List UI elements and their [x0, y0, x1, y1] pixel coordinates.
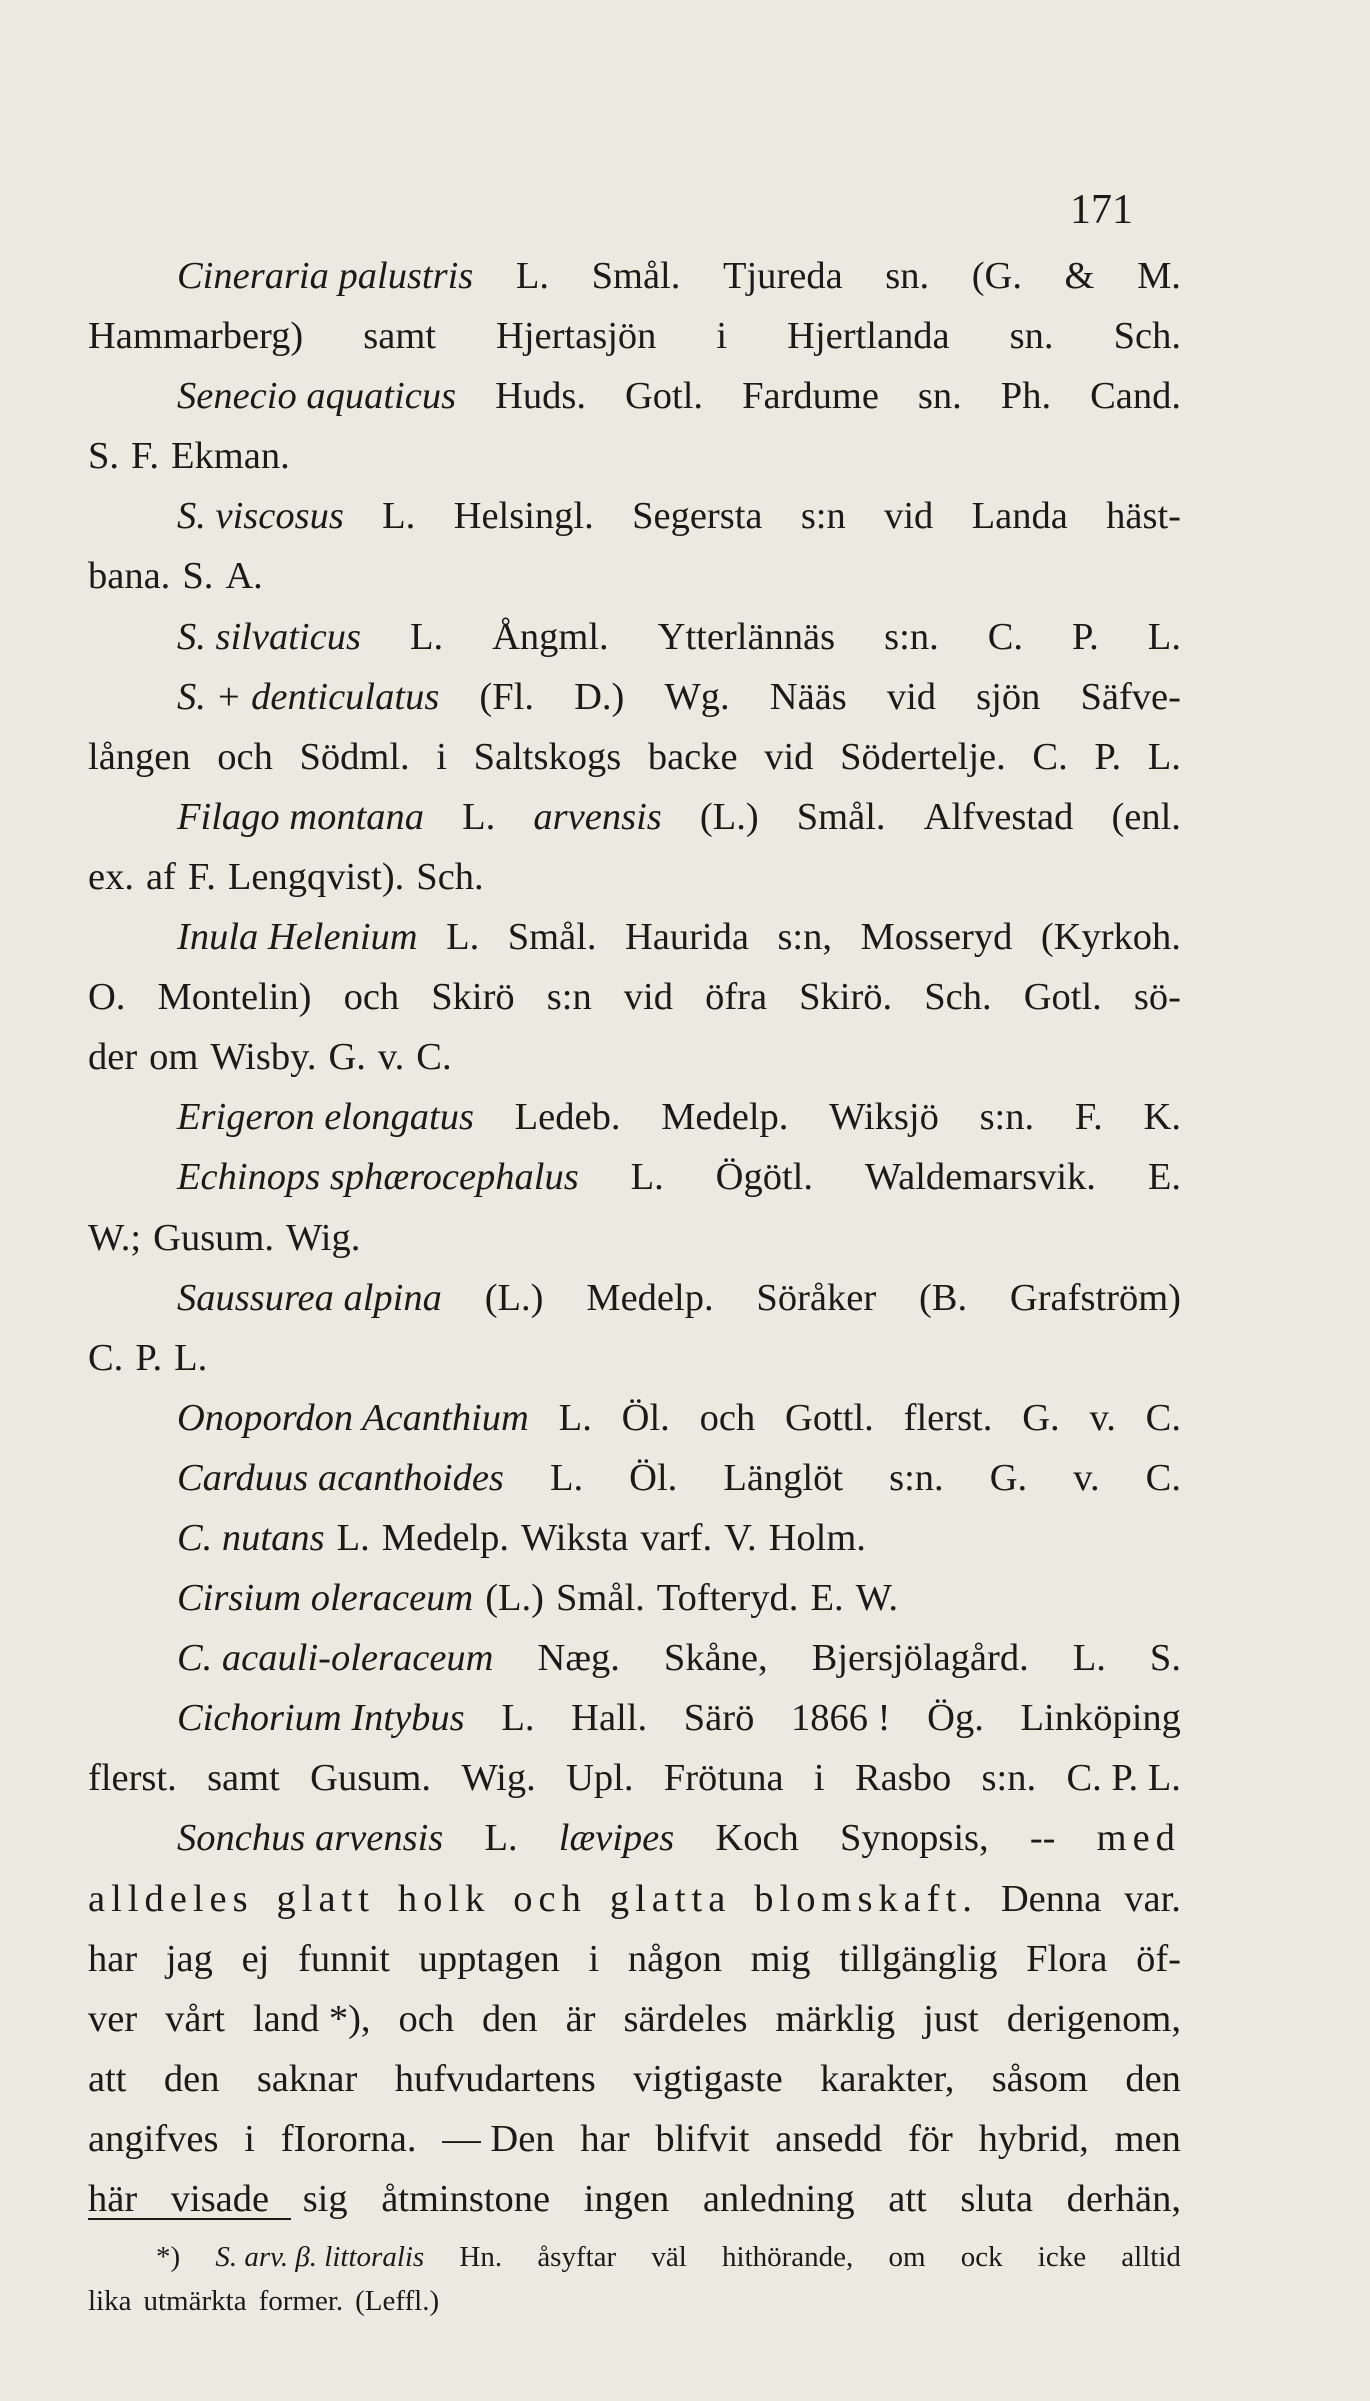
word: utmärkta: [143, 2285, 247, 2317]
word: tillgänglig: [839, 1937, 998, 1980]
word: (L.): [699, 795, 759, 838]
word: samt: [207, 1757, 280, 1800]
lines-line: [88, 426, 1181, 486]
word: Skåne,: [663, 1637, 768, 1680]
lines-line: [88, 1147, 1181, 1207]
word: L.: [462, 795, 496, 838]
page-number: 171: [1070, 187, 1133, 233]
lines-line: [88, 2049, 1181, 2109]
word: Helsingl.: [453, 495, 594, 538]
word: Næg.: [537, 1637, 620, 1680]
footnote-line: [88, 2279, 1181, 2323]
word: Ph.: [1000, 375, 1052, 418]
word: Södml.: [299, 735, 410, 778]
word: Söråker: [756, 1276, 877, 1319]
word: Skirö: [431, 976, 515, 1019]
word: Hjertlanda: [787, 315, 950, 358]
word: samt: [363, 315, 436, 358]
italic-term: Cichorium Intybus: [177, 1697, 465, 1740]
word: W.: [855, 1577, 899, 1620]
word: Wg.: [664, 675, 730, 718]
word: är: [565, 1997, 596, 2040]
word: P.: [1094, 735, 1122, 778]
italic-term: S. arv. β. littoralis: [215, 2241, 425, 2273]
word: Saltskogs: [473, 735, 622, 778]
word: anledning: [702, 2178, 855, 2220]
word: har: [580, 2117, 630, 2160]
word: Särö: [683, 1697, 755, 1740]
word: (L.): [484, 1276, 544, 1319]
word: varf.: [640, 1516, 713, 1559]
word: Ledeb.: [514, 1096, 621, 1139]
italic-term: arvensis: [533, 795, 662, 838]
word: Sch.: [416, 855, 484, 898]
word: derhän,: [1066, 2178, 1181, 2220]
italic-term: C. acauli-oleraceum: [177, 1637, 494, 1680]
word: Gusum.: [310, 1757, 431, 1800]
word: öfra: [705, 976, 768, 1019]
word: och: [398, 1997, 455, 2040]
word: C.: [1145, 1396, 1181, 1439]
word: Smål.: [507, 916, 597, 959]
word: den: [163, 2057, 220, 2100]
word: och: [343, 976, 400, 1019]
italic-term: Sonchus arvensis: [177, 1817, 444, 1860]
word: derigenom,: [1006, 1997, 1181, 2040]
word: der: [88, 1036, 138, 1079]
word: Denna: [1000, 1877, 1102, 1920]
word: S.: [1149, 1637, 1181, 1680]
word: (Fl.: [479, 675, 534, 718]
word: G.: [1022, 1396, 1060, 1439]
italic-term: Saussurea alpina: [177, 1276, 442, 1319]
word: att: [888, 2178, 927, 2220]
italic-term: Erigeron elongatus: [177, 1096, 474, 1139]
word: saknar: [256, 2057, 358, 2100]
word: Grafström): [1009, 1276, 1181, 1319]
lines-line: [88, 1268, 1181, 1328]
word: s:n.: [981, 1757, 1037, 1800]
word: icke: [1037, 2241, 1087, 2273]
word: L.: [558, 1396, 592, 1439]
word: häst-: [1106, 495, 1181, 538]
word: C.: [1145, 1456, 1181, 1499]
word: L.: [382, 495, 416, 538]
word: Medelp.: [381, 1516, 509, 1559]
word: Fardume: [742, 375, 879, 418]
word: Flora: [1026, 1937, 1108, 1980]
word: Ytterlännäs: [657, 615, 836, 658]
word: vid: [884, 495, 934, 538]
lines-line: [88, 1869, 1181, 1929]
word: af: [145, 855, 176, 898]
italic-term: Onopordon Acanthium: [177, 1396, 529, 1439]
word: C.: [416, 1036, 452, 1079]
word: vårt: [165, 1997, 225, 2040]
word: K.: [1143, 1096, 1181, 1139]
italic-term: Filago montana: [177, 795, 425, 838]
word: vid: [886, 675, 937, 718]
word: Nääs: [769, 675, 847, 718]
footnote: [88, 2235, 1181, 2323]
word: sn.: [885, 255, 930, 297]
word: Medelp.: [661, 1096, 789, 1139]
word: hufvudartens: [394, 2057, 596, 2100]
lines-line: [88, 1688, 1181, 1748]
word: och: [699, 1396, 756, 1439]
word: bana.: [88, 555, 171, 598]
word: Skirö.: [799, 976, 893, 1019]
word: s:n: [546, 976, 592, 1019]
lines-line: [88, 1027, 1181, 1087]
footnote-rule: [88, 2218, 291, 2220]
body-text: [88, 246, 1181, 2229]
lines-line: [88, 1628, 1181, 1688]
word: den: [482, 1997, 538, 2040]
word: Alfvestad: [923, 795, 1074, 838]
word: lången: [88, 735, 191, 778]
word: Lengqvist).: [227, 855, 405, 898]
lines-line: [88, 546, 1181, 606]
word: upptagen: [418, 1937, 560, 1980]
word: G.: [989, 1456, 1028, 1499]
italic-term: Inula Helenium: [177, 916, 418, 959]
word: C. P. L.: [1066, 1757, 1181, 1800]
word: Gotl.: [624, 375, 704, 418]
word: Koch: [715, 1817, 799, 1860]
word: (B.: [918, 1276, 968, 1319]
word: och: [513, 1877, 587, 1920]
lines-line: [88, 246, 1181, 306]
word: glatta: [609, 1877, 732, 1920]
word: Haurida: [624, 916, 749, 959]
word: sö-: [1133, 976, 1181, 1019]
word: ej: [241, 1937, 270, 1980]
word: Ångml.: [492, 615, 609, 658]
word: var.: [1124, 1877, 1181, 1920]
word: öf-: [1136, 1937, 1181, 1980]
word: visade: [170, 2178, 270, 2220]
italic-term: C. nutans: [177, 1516, 325, 1559]
word: Ögötl.: [715, 1156, 813, 1199]
word: Smål.: [796, 795, 886, 838]
word: (L.): [485, 1577, 545, 1620]
word: alltid: [1121, 2241, 1181, 2273]
word: (Leffl.): [355, 2285, 440, 2317]
word: att: [88, 2057, 127, 2100]
word: sn.: [917, 375, 962, 418]
word: A.: [225, 555, 263, 598]
word: s:n.: [889, 1456, 944, 1499]
word: Hjertasjön: [496, 315, 657, 358]
word: C.: [987, 615, 1024, 658]
italic-term: Carduus acanthoides: [177, 1456, 504, 1499]
word: L.: [174, 1336, 208, 1379]
word: i: [716, 315, 728, 358]
word: Ekman.: [171, 435, 290, 478]
word: L.: [484, 1817, 518, 1860]
word: Linköping: [1020, 1697, 1181, 1740]
word: Säfve-: [1080, 675, 1181, 718]
word: sluta: [960, 2178, 1034, 2220]
lines-line: [88, 1929, 1181, 1989]
word: väl: [651, 2241, 687, 2273]
word: L.: [446, 916, 480, 959]
word: Rasbo: [854, 1757, 952, 1800]
word: former.: [258, 2285, 344, 2317]
lines-line: [88, 1448, 1181, 1508]
word: 1866 !: [791, 1697, 891, 1740]
word: i: [588, 1937, 600, 1980]
word: W.;: [88, 1216, 142, 1259]
lines-line: [88, 366, 1181, 426]
lines-line: [88, 967, 1181, 1027]
word: jag: [165, 1937, 213, 1980]
italic-term: S. + denticulatus: [177, 675, 440, 718]
italic-term: Cineraria palustris: [177, 255, 474, 297]
word: någon: [627, 1937, 722, 1980]
lines-line: [88, 847, 1181, 907]
word: Tofteryd.: [656, 1577, 799, 1620]
word: C.: [1032, 735, 1068, 778]
word: Medelp.: [586, 1276, 714, 1319]
word: Wiksta: [521, 1516, 629, 1559]
word: åtminstone: [381, 2178, 551, 2220]
word: D.): [574, 675, 625, 718]
word: Sch.: [1113, 315, 1181, 358]
word: F.: [131, 435, 160, 478]
lines-line: [88, 907, 1181, 967]
word: den: [1125, 2057, 1181, 2100]
word: &: [1064, 255, 1095, 297]
word: Ög.: [927, 1697, 984, 1740]
word: Länglöt: [723, 1456, 844, 1499]
word: märklig: [775, 1997, 896, 2040]
word: Cand.: [1090, 375, 1181, 418]
lines-line: [88, 1808, 1181, 1868]
word: Södertelje.: [840, 735, 1006, 778]
word: L.: [409, 615, 444, 658]
word: E.: [810, 1577, 844, 1620]
word: och: [217, 735, 273, 778]
word: Tjureda: [722, 255, 843, 297]
word: s:n: [800, 495, 846, 538]
word: i: [436, 735, 447, 778]
word: v.: [1073, 1456, 1100, 1499]
word: men: [1114, 2117, 1181, 2160]
word: blifvit: [655, 2117, 750, 2160]
word: L.: [515, 255, 550, 297]
word: särdeles: [623, 1997, 748, 2040]
word: ingen: [583, 2178, 670, 2220]
word: O.: [88, 976, 126, 1019]
word: Smål.: [556, 1577, 645, 1620]
word: om: [149, 1036, 199, 1079]
lines-line: [88, 787, 1181, 847]
word: såsom: [991, 2057, 1088, 2100]
word: v.: [377, 1036, 405, 1079]
word: Segersta: [632, 495, 763, 538]
word: hybrid,: [978, 2117, 1089, 2160]
word: Upl.: [566, 1757, 634, 1800]
footnote-line: [88, 2235, 1181, 2279]
italic-term: S. silvaticus: [177, 615, 361, 658]
lines-line: [88, 1208, 1181, 1268]
word: med: [1096, 1817, 1181, 1860]
word: här: [88, 2178, 138, 2220]
lines-line: [88, 2169, 1181, 2229]
lines-line: [88, 2109, 1181, 2169]
word: L.: [1072, 1637, 1106, 1680]
word: Wiksjö: [829, 1096, 939, 1139]
word: Wisby.: [210, 1036, 317, 1079]
word: funnit: [298, 1937, 390, 1980]
word: flerst.: [88, 1757, 177, 1800]
word: holk: [397, 1877, 491, 1920]
word: ansedd: [775, 2117, 883, 2160]
word: vigtigaste: [633, 2057, 783, 2100]
word: C.: [88, 1336, 124, 1379]
word: för: [907, 2117, 953, 2160]
word: E.: [1147, 1156, 1181, 1199]
word: Landa: [971, 495, 1068, 538]
word: ver: [88, 1997, 138, 2040]
lines-line: [88, 1989, 1181, 2049]
word: Öl.: [629, 1456, 678, 1499]
word: F.: [1074, 1096, 1103, 1139]
word: S.: [88, 435, 120, 478]
word: — Den: [442, 2117, 555, 2160]
word: L.: [336, 1516, 370, 1559]
word: glatt: [276, 1877, 375, 1920]
word: ock: [960, 2241, 1003, 2273]
word: Synopsis,: [839, 1817, 989, 1860]
word: F.: [187, 855, 216, 898]
word: sjön: [976, 675, 1041, 718]
word: Hall.: [571, 1697, 648, 1740]
word: Gotl.: [1023, 976, 1102, 1019]
word: backe: [647, 735, 738, 778]
italic-term: Echinops sphærocephalus: [177, 1156, 579, 1199]
word: Öl.: [621, 1396, 670, 1439]
word: (enl.: [1111, 795, 1181, 838]
word: s:n,: [777, 916, 833, 959]
word: Montelin): [157, 976, 312, 1019]
word: S.: [182, 555, 214, 598]
italic-term: S. viscosus: [177, 495, 344, 538]
word: sn.: [1009, 315, 1054, 358]
word: (G.: [971, 255, 1022, 297]
word: i: [244, 2117, 255, 2160]
lines-line: [88, 1328, 1181, 1388]
word: Waldemarsvik.: [864, 1156, 1096, 1199]
lines-line: [88, 607, 1181, 667]
word: L.: [501, 1697, 535, 1740]
word: L.: [1147, 735, 1181, 778]
lines-line: [88, 1388, 1181, 1448]
word: L.: [1147, 615, 1181, 658]
word: Hn.: [459, 2241, 503, 2273]
word: Sch.: [924, 976, 992, 1019]
word: v.: [1089, 1396, 1116, 1439]
lines-line: [88, 1748, 1181, 1808]
lines-line: [88, 1568, 1181, 1628]
word: G.: [328, 1036, 366, 1079]
word: L.: [630, 1156, 664, 1199]
word: L.: [549, 1456, 584, 1499]
word: ex.: [88, 855, 134, 898]
lines-line: [88, 1087, 1181, 1147]
word: mig: [750, 1937, 811, 1980]
word: just: [923, 1997, 979, 2040]
italic-term: Senecio aquaticus: [177, 375, 457, 418]
italic-term: lævipes: [558, 1817, 675, 1860]
word: Gusum.: [153, 1216, 274, 1259]
word: s:n.: [979, 1096, 1035, 1139]
word: alldeles: [88, 1877, 254, 1920]
word: sig: [302, 2178, 348, 2220]
word: Smål.: [591, 255, 681, 297]
word: P.: [1072, 615, 1099, 658]
word: lika: [88, 2285, 132, 2317]
word: Bjersjölagård.: [811, 1637, 1029, 1680]
lines-line: [88, 1508, 1181, 1568]
word: s:n.: [884, 615, 939, 658]
word: --: [1029, 1817, 1056, 1860]
word: Wig.: [286, 1216, 361, 1259]
word: blomskaft.: [754, 1877, 978, 1920]
word: Holm.: [768, 1516, 866, 1559]
word: karakter,: [820, 2057, 955, 2100]
word: om: [888, 2241, 926, 2273]
lines-line: [88, 486, 1181, 546]
word: M.: [1137, 255, 1181, 297]
word: vid: [623, 976, 673, 1019]
word: Mosseryd: [860, 916, 1013, 959]
word: land *),: [252, 1997, 371, 2040]
word: P.: [135, 1336, 163, 1379]
lines-line: [88, 306, 1181, 366]
word: Hammarberg): [88, 315, 304, 358]
word: *): [156, 2241, 181, 2273]
word: hithörande,: [722, 2241, 854, 2273]
word: flerst.: [903, 1396, 993, 1439]
lines-line: [88, 727, 1181, 787]
italic-term: Cirsium oleraceum: [177, 1577, 474, 1620]
word: Huds.: [495, 375, 586, 418]
word: Gottl.: [785, 1396, 874, 1439]
lines-line: [88, 667, 1181, 727]
word: har: [88, 1937, 138, 1980]
word: Wig.: [461, 1757, 536, 1800]
word: i: [813, 1757, 825, 1800]
word: (Kyrkoh.: [1040, 916, 1181, 959]
word: vid: [764, 735, 814, 778]
word: Frötuna: [663, 1757, 784, 1800]
word: angifves: [88, 2117, 219, 2160]
word: åsyftar: [537, 2241, 617, 2273]
word: V.: [724, 1516, 757, 1559]
word: fIororna.: [280, 2117, 417, 2160]
